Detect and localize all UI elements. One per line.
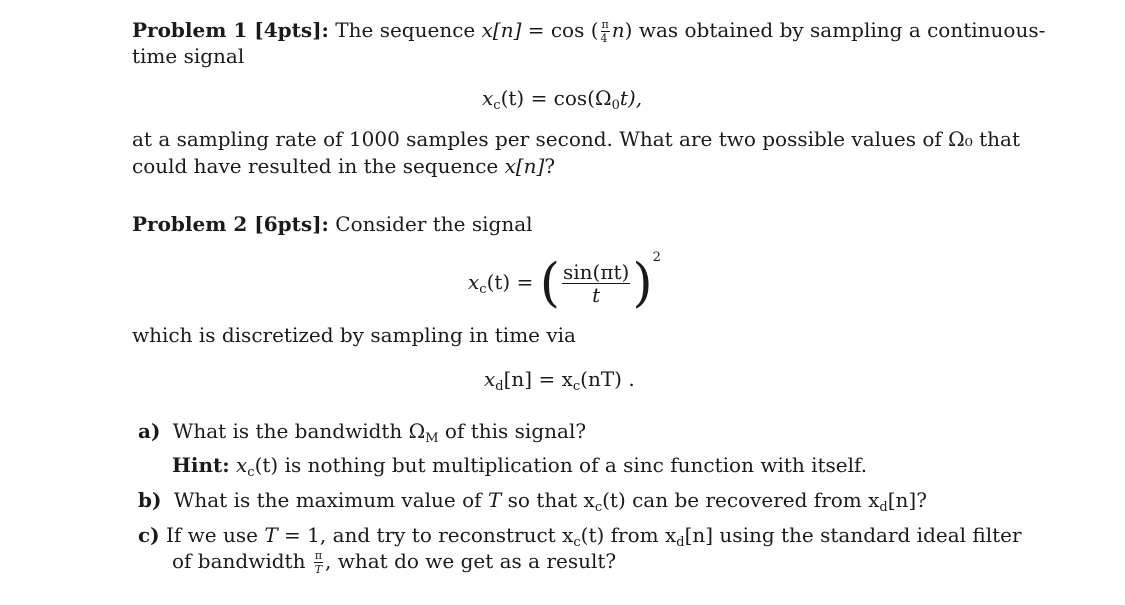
item-c-line2: of bandwidth $\frac{\pi}{T}$ , what do we get as a result? bbox=[172, 549, 617, 576]
pi-over-T-fraction: $\frac{\pi}{T}$ bbox=[314, 549, 323, 576]
problem1-body-line1: at a sampling rate of 1000 samples per second. What are two possible values of Ω₀ that bbox=[132, 127, 1021, 151]
problem1-equation: $x_c(t) = \cos(\Omega_0t)$, bbox=[482, 86, 643, 113]
problem2-equation-1: $x_c(t)$ = ( $\frac{\sin(\pi t)}{t}$ )$^2$ bbox=[468, 250, 661, 314]
problem2-heading: Problem 2 [6pts]: bbox=[132, 212, 329, 236]
problem2-heading-line: Problem 2 [6pts]: Consider the signal bbox=[132, 212, 533, 236]
item-b: b) What is the maximum value of T so that $x_c(t)$ can be recovered from $x_d[n]$? bbox=[138, 488, 927, 515]
item-a: a) What is the bandwidth $\Omega_M$ of this signal? bbox=[138, 419, 587, 446]
problem1-line1: Problem 1 [4pts]: The sequence x[n] = cos ( $\frac{\pi}{4}$ n) was obtained by sampling a continuous- bbox=[132, 18, 1046, 45]
sinc-fraction: $\frac{\sin(\pi t)}{t}$ bbox=[562, 260, 630, 307]
problem1-line2: time signal bbox=[132, 44, 245, 68]
item-c-line1: c) If we use T = 1, and try to reconstruct $x_c(t)$ from $x_d[n]$ using the standard ideal filter bbox=[138, 523, 1022, 550]
pi-over-four-fraction: $\frac{\pi}{4}$ bbox=[600, 18, 609, 45]
problem2-equation-2: $x_d[n] = x_c(nT)$ . bbox=[484, 367, 635, 394]
problem1-body-line2: could have resulted in the sequence x[n]? bbox=[132, 154, 556, 178]
item-a-hint: Hint: $x_c(t)$ is nothing but multiplication of a sinc function with itself. bbox=[172, 453, 868, 480]
problem1-heading: Problem 1 [4pts]: bbox=[132, 18, 329, 42]
sequence-symbol: x[n] bbox=[481, 18, 522, 42]
problem2-discretized-text: which is discretized by sampling in time via bbox=[132, 323, 576, 347]
